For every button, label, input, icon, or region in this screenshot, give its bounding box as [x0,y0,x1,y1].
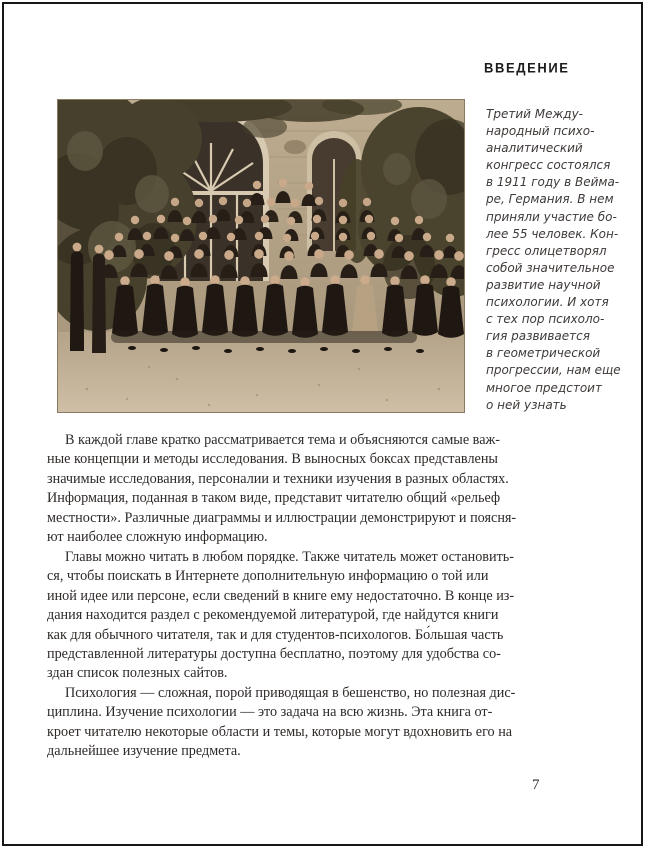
text-line: Информация, поданная в таком виде, представит читателю общий «рельеф [47,490,501,507]
text-line: местности». Различные диаграммы и иллюстрации демонстрируют и поясня- [47,509,517,526]
text-line: Главы можно читать в любом порядке. Также читатель может остановить- [65,548,514,565]
paragraph [47,684,516,762]
text-line: ют наиболее сложную информацию. [47,529,268,546]
chapter-header: ВВЕДЕНИЕ [484,59,570,76]
text-line: дальнейшее изучение предмета. [47,743,241,760]
page-number: 7 [532,777,540,793]
text-line: В каждой главе кратко рассматривается тема и объясняются самые важ- [65,432,501,448]
sepia-photo-illustration [57,99,465,413]
text-line: циплина. Изучение психологии — это задача на всю жизнь. Эта книга от- [47,704,493,721]
caption-line: прогрессии, нам еще [486,363,621,378]
caption-line: гресс олицетворял [486,243,607,258]
text-line: здан список полезных сайтов. [47,665,228,682]
caption-line: психологии. И хотя [486,295,609,310]
caption-line: конгресс состоялся [486,158,611,173]
caption-line: многое предстоит [486,380,602,395]
text-line: как для обычного читателя, так и для студентов-психологов. Бо́льшая часть [47,626,504,643]
caption-line: ре, Германия. В нем [486,192,614,207]
text-line: иной идее или персоне, если сведений в книге ему недостаточно. В конце из- [47,587,515,604]
text-line: Психология — сложная, порой приводящая в бешенство, но полезная дис- [65,684,516,701]
caption-line: о ней узнать [486,397,567,412]
caption-line: в геометрической [486,346,601,361]
caption-line: аналитический [486,141,583,156]
photo-caption [486,106,642,414]
caption-line: лее 55 человек. Кон- [486,226,619,241]
caption-line: собой значительное [486,260,615,275]
caption-line: в 1911 году в Вейма- [486,175,620,190]
caption-line: народный психо- [486,124,595,139]
text-line: ся, чтобы поискать в Интернете дополнительную информацию о той или [47,568,489,585]
text-line: кроет читателю некоторые области и темы, которые могут вдохновить его на [47,723,513,740]
paragraph [47,548,515,684]
body-text [47,431,517,762]
text-line: значимые исследования, персоналии и техники изучения в разных областях. [47,470,509,487]
congress-group-photo [57,99,465,413]
caption-line: приняли участие бо- [486,209,617,224]
text-line: представленной литературы доступна бесплатно, поэтому для удобства со- [47,645,501,662]
text-line: дания находится раздел с рекомендуемой литературой, где найдутся книги [47,607,499,624]
caption-line: Третий Между- [486,107,584,121]
paragraph [47,431,517,548]
caption-line: гия развивается [486,329,590,344]
caption-line: с тех пор психоло- [486,312,605,327]
caption-line: развитие научной [486,277,601,292]
text-line: ные концепции и методы исследования. В выносных боксах представлены [47,451,498,468]
